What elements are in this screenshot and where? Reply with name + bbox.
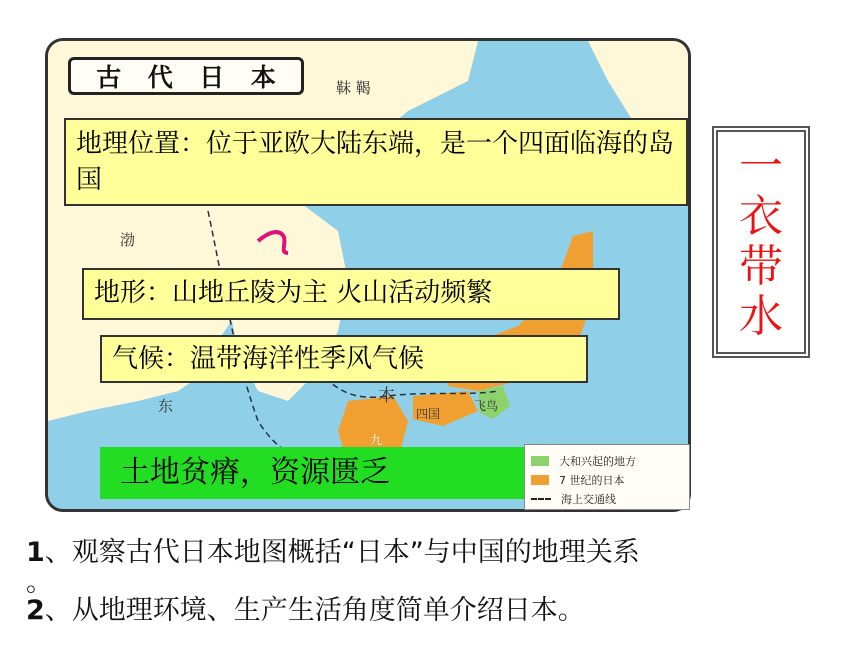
question-1: [26, 530, 640, 569]
map-title-char: 代: [147, 63, 173, 92]
legend-label: 海上交通线: [561, 493, 616, 506]
question-1-tail: 。: [26, 567, 53, 598]
legend-dash-route: [531, 498, 551, 500]
location-box: 地理位置：位于亚欧大陆东端，是一个四面临海的岛国: [64, 118, 688, 206]
legend-swatch-yamato: [531, 456, 549, 466]
legend-item: [531, 491, 616, 507]
place-label-dong: 东: [158, 397, 174, 415]
legend-swatch-7c: [531, 475, 549, 485]
terrain-box: 地形：山地丘陵为主 火山活动频繁: [82, 268, 620, 320]
place-label-bo: 渤: [120, 231, 136, 249]
map-title-char: 本: [250, 63, 276, 92]
place-label-mohe: 靺 鞨: [336, 79, 371, 97]
question-number: 2: [26, 595, 45, 626]
legend-label: 大和兴起的地方: [559, 455, 636, 468]
resources-box: 土地贫瘠，资源匮乏: [100, 447, 524, 499]
place-label-ben: 本: [378, 386, 395, 406]
map-title-char: 古: [96, 63, 122, 92]
map-title: [68, 57, 304, 95]
slogan-char: 水: [739, 291, 783, 342]
slogan-char: 带: [739, 241, 783, 292]
question-number: 1: [26, 537, 45, 568]
place-label-asuka: 飞鸟: [474, 399, 499, 413]
legend-item: [531, 472, 625, 488]
map-legend: [524, 444, 690, 510]
slogan-box: [712, 126, 810, 358]
climate-box: 气候：温带海洋性季风气候: [100, 335, 588, 383]
question-2: [26, 588, 585, 627]
slogan-char: 衣: [739, 191, 783, 242]
legend-label: 7 世纪的日本: [559, 474, 625, 487]
map-title-char: 日: [199, 63, 225, 92]
question-text: 、从地理环境、生产生活角度简单介绍日本。: [44, 595, 585, 626]
place-label-jiu: 九: [370, 433, 383, 447]
slogan-char: 一: [739, 141, 783, 192]
place-label-sikoku: 四国: [416, 407, 441, 421]
legend-item: [531, 453, 636, 469]
question-text: 、观察古代日本地图概括“日本”与中国的地理关系: [44, 537, 640, 568]
